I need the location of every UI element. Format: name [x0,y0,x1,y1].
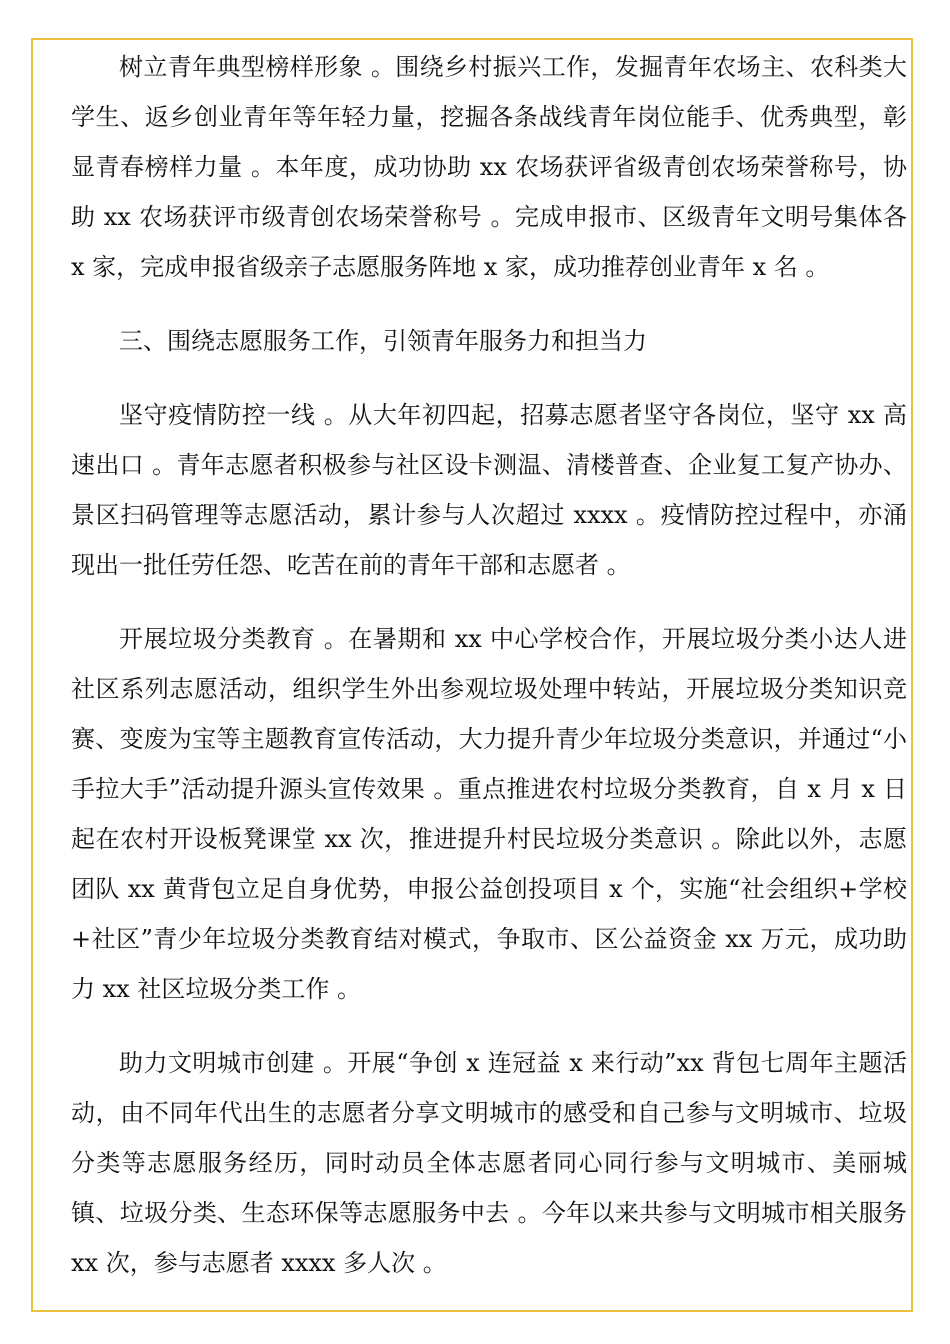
paragraph-epidemic-prevention: 坚守疫情防控一线 。从大年初四起，招募志愿者坚守各岗位，坚守 xx 高速出口 。青年志愿者积极参与社区设卡测温、清楼普查、企业复工复产协办、景区扫码管理等志愿活动，累计参与人次超过 xxxx 。疫情防控过程中，亦涌现出一批任劳任怨、吃苦在前的青年干部和志愿者 。 [71,401,907,579]
paragraph-gap [71,292,907,316]
document-body [71,42,907,1288]
paragraph-gap [71,366,907,390]
section-heading-volunteer-service: 三、围绕志愿服务工作，引领青年服务力和担当力 [119,327,647,355]
paragraph-civilized-city: 助力文明城市创建 。开展“争创 x 连冠益 x 来行动”xx 背包七周年主题活动，由不同年代出生的志愿者分享文明城市的感受和自己参与文明城市、垃圾分类等志愿服务经历，同时动员全体志愿者同心同行参与文明城市、美丽城镇、垃圾分类、生态环保等志愿服务中去 。今年以来共参与文明城市相关服务 xx 次，参与志愿者 xxxx 多人次 。 [71,1049,907,1277]
paragraph-garbage-sorting-education: 开展垃圾分类教育 。在暑期和 xx 中心学校合作，开展垃圾分类小达人进社区系列志愿活动，组织学生外出参观垃圾处理中转站，开展垃圾分类知识竞赛、变废为宝等主题教育宣传活动，大力提升青少年垃圾分类意识，并通过“小手拉大手”活动提升源头宣传效果 。重点推进农村垃圾分类教育，自 x 月 x 日起在农村开设板凳课堂 xx 次，推进提升村民垃圾分类意识 。除此以外，志愿团队 xx 黄背包立足自身优势，申报公益创投项目 x 个，实施“社会组织+学校+社区”青少年垃圾分类教育结对模式，争取市、区公益资金 xx 万元，成功助力 xx 社区垃圾分类工作 。 [71,625,907,1003]
paragraph-gap [71,1014,907,1038]
paragraph-youth-role-models: 树立青年典型榜样形象 。围绕乡村振兴工作，发掘青年农场主、农科类大学生、返乡创业青年等年轻力量，挖掘各条战线青年岗位能手、优秀典型，彰显青春榜样力量 。本年度，成功协助 xx 农场获评省级青创农场荣誉称号，协助 xx 农场获评市级青创农场荣誉称号 。完成申报市、区级青年文明号集体各 x 家，完成申报省级亲子志愿服务阵地 x 家，成功推荐创业青年 x 名 。 [71,53,907,281]
paragraph-gap [71,590,907,614]
